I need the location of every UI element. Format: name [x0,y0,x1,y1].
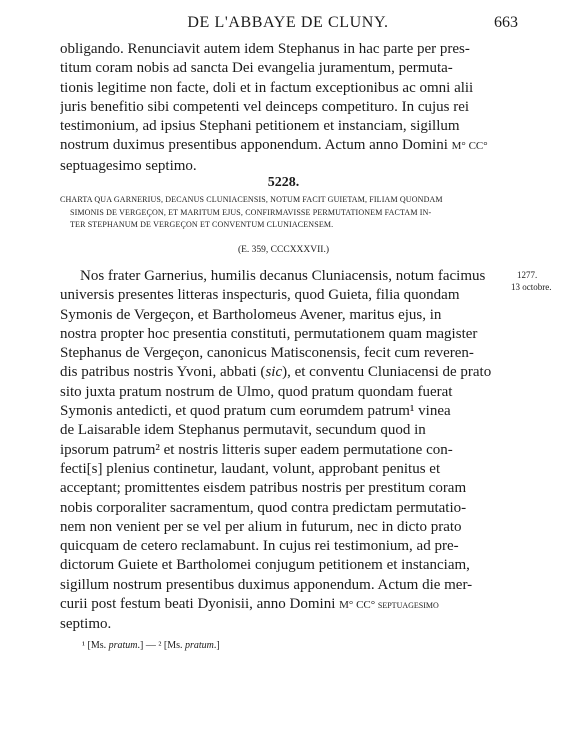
text-line: Symonis de Vergeçon, et Bartholomeus Avener, maritus ejus, in [60,306,442,323]
text-line: quicquam de cetero reclamabunt. In cujus rei testimonium, ad pre- [60,538,459,555]
text-line: obligando. Renunciavit autem idem Stephanus in hac parte per pres- [60,41,470,57]
text-line: septuagesimo septimo. [60,157,197,174]
summary-line: CHARTA QUA GARNERIUS, DECANUS CLUNIACENSIS, NOTUM FACIT GUIETAM, FILIAM QUONDAM [60,195,443,204]
footnotes: ¹ [Ms. pratum.] — ² [Ms. pratum.] [82,640,220,651]
paragraph-previous-charter-end [60,40,507,176]
text-line: titum coram nobis ad sancta Dei evangelia juramentum, permuta- [60,60,453,77]
text-line: sito juxta pratum nostrum de Ulmo, quod pratum quondam fuerat [60,383,453,400]
text-line: juris benefitio sibi competenti vel deinceps competituro. In cujus rei [60,98,470,115]
text-line: sigillum nostrum presentibus duximus apponendum. Actum die mer- [60,576,473,593]
text-line: nostra propter hoc presentia constituti, permutationem quam magister [60,325,478,342]
text-line: de Laisarable idem Stephanus permutavit, secundum quod in [60,422,426,439]
margin-year: 1277. [517,270,538,280]
text-line: Symonis antedicti, et quod pratum cum eorumdem patrum¹ vinea [60,403,451,420]
paragraph-charter-text [60,267,507,635]
text-line: tionis legitime non facte, doli et in factum exceptionibus ac omni alii [60,79,474,96]
text-line: acceptant; promittentes eisdem patribus nostris per prestitum coram [60,480,467,497]
roman-date: M° CC° septuagesimo [339,599,439,612]
text-line: testimonium, ad ipsius Stephani petitionem et instanciam, sigillum [60,118,460,135]
text-line: Nos frater Garnerius, humilis decanus Cluniacensis, notum facimus [80,268,486,284]
page-number: 663 [494,14,518,31]
summary-line: SIMONIS DE VERGEÇON, ET MARITUM EJUS, CONFIRMAVISSE PERMUTATIONEM FACTAM IN- [70,207,432,217]
text-line: universis presentes litteras inspecturis, quod Guieta, filia quondam [60,287,460,304]
text-line: Stephanus de Vergeçon, canonicus Matisconensis, fecit cum reveren- [60,345,474,362]
text-line-with-date [60,136,507,156]
text-line-body: curii post festum beati Dyonisii, anno Domini [60,596,336,613]
roman-date: M° CC° [451,140,488,153]
charter-summary [60,194,507,232]
text-line: nem non venient per se vel per alium in futurum, nec in dicto prato [60,518,462,535]
text-line-with-date [60,595,507,615]
summary-line: TER STEPHANUM DE VERGEÇON ET CONVENTUM CLUNIACENSEM. [70,220,334,229]
text-line: dis patribus nostris Yvoni, abbati (sic), et conventu Cluniacensi de prato [60,364,492,381]
text-line: ipsorum patrum² et nostris litteris super eadem permutatione con- [60,441,453,458]
margin-date: 13 octobre. [511,282,552,292]
text-line: fecti[s] plenius continetur, laudant, volunt, approbant penitus et [60,460,441,477]
source-reference: (E. 359, CCCXXXVII.) [237,245,330,255]
text-line-body: nostrum duximus presentibus apponendum. Actum anno Domini [60,137,448,154]
charter-number: 5228. [267,175,300,190]
running-title: DE L'ABBAYE DE CLUNY. [187,14,389,31]
text-line: dictorum Guiete et Bartholomei conjugum petitionem et instanciam, [60,557,470,574]
text-line: nobis corporaliter sacramentum, quod contra predictam permutatio- [60,499,467,516]
text-line: septimo. [60,616,112,633]
